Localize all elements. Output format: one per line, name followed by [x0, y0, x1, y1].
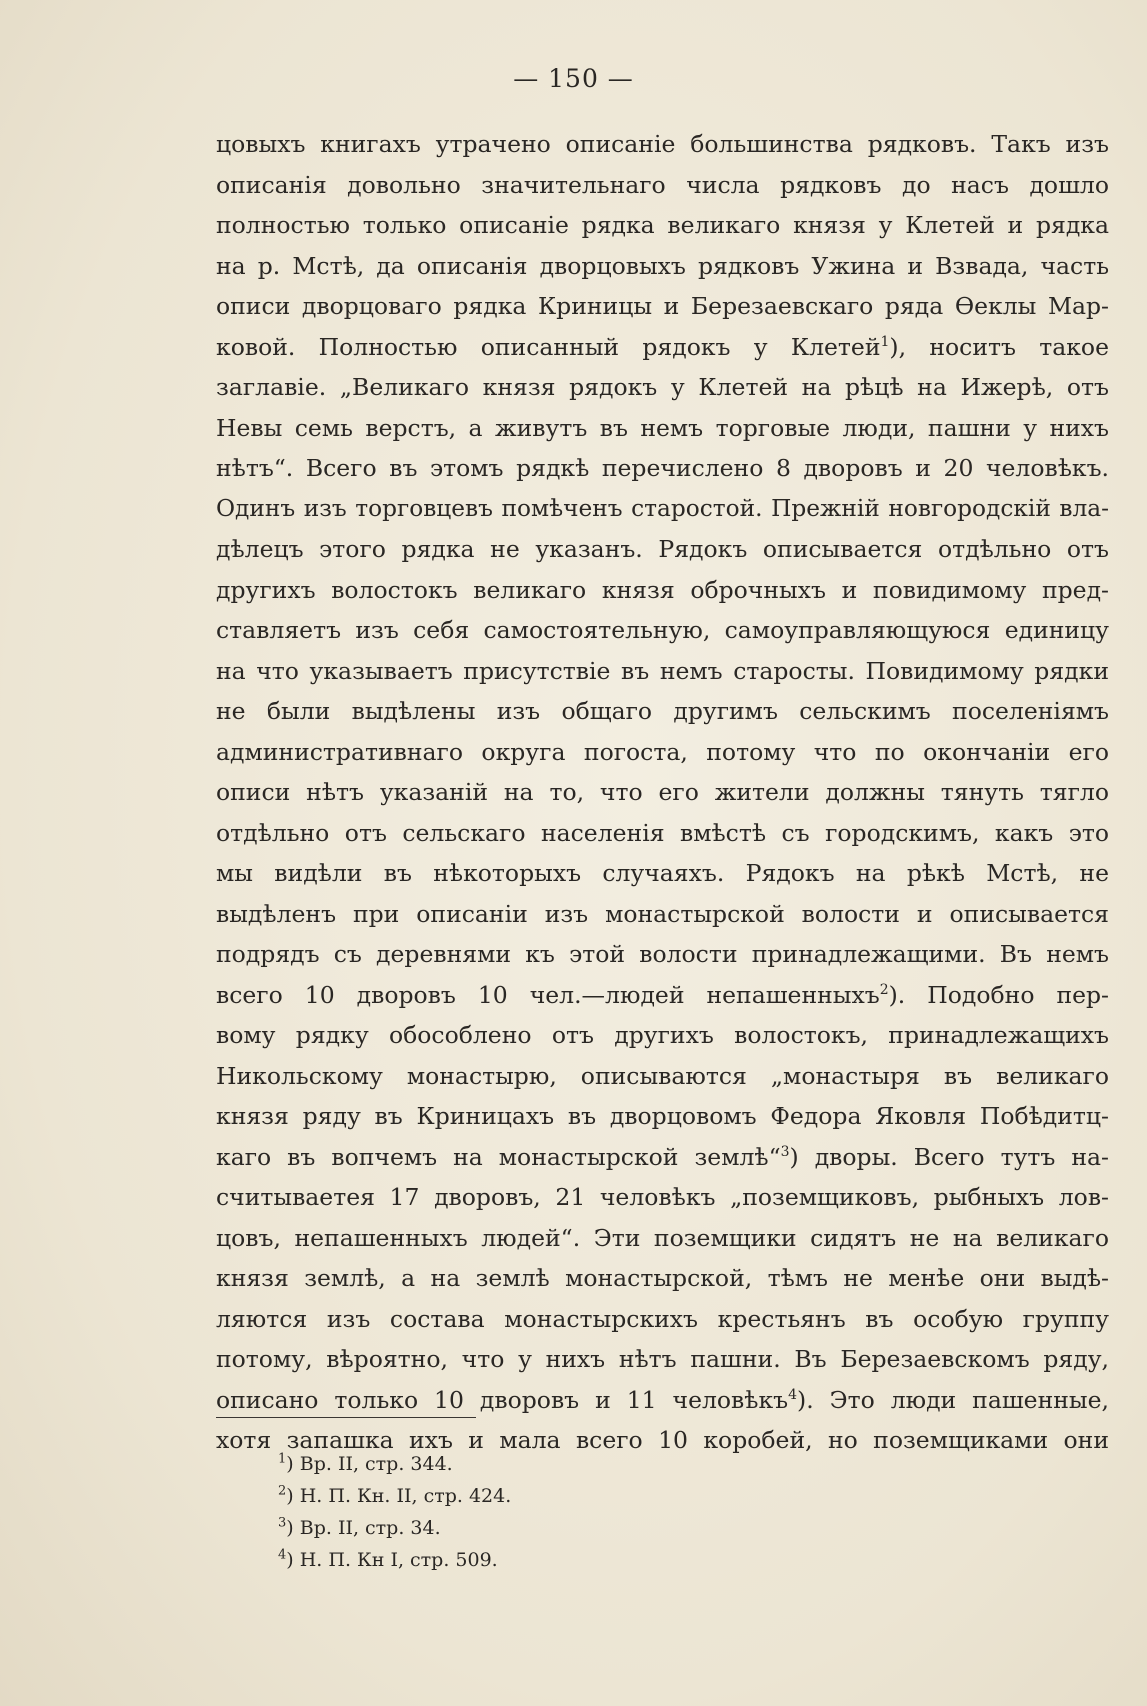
text-line: на р. Мстѣ, да описанія дворцовыхъ рядковъ Ужина и Взвада, часть	[216, 251, 1109, 280]
footnote-text: ) Н. П. Кн I, стр. 509.	[286, 1549, 498, 1571]
footnote-ref: 2	[879, 981, 889, 998]
text-line: заглавіе. „Великаго князя рядокъ у Клетей на рѣцѣ на Ижерѣ, отъ	[216, 373, 1109, 401]
text-line: другихъ волостокъ великаго князя оброчныхъ и повидимому пред-	[216, 575, 1109, 604]
text-line: выдѣленъ при описаніи изъ монастырской волости и описывается	[216, 899, 1109, 928]
footnotes	[278, 1448, 878, 1576]
text-line: Никольскому монастырю, описываются „монастыря въ великаго	[216, 1061, 1109, 1090]
text-line: на что указываетъ присутствіе въ немъ старосты. Повидимому рядки	[216, 656, 1109, 685]
text-line: Одинъ изъ торговцевъ помѣченъ старостой. Прежній новгородскій вла-	[216, 494, 1109, 522]
footnote-text: ) Вр. II, стр. 34.	[286, 1517, 441, 1539]
footnote-mark: 4	[278, 1547, 287, 1563]
footnote-ref: 3	[780, 1143, 790, 1160]
footnote-mark: 3	[278, 1515, 287, 1531]
text-line: отдѣльно отъ сельскаго населенія вмѣстѣ съ городскимъ, какъ это	[216, 818, 1109, 847]
text-line: потому, вѣроятно, что у нихъ нѣтъ пашни. Въ Березаевскомъ ряду,	[216, 1345, 1109, 1373]
footnote-text: ) Вр. II, стр. 344.	[286, 1453, 453, 1475]
text-line	[216, 975, 1109, 1016]
page-number: — 150 —	[513, 64, 634, 93]
text-line: считываетея 17 дворовъ, 21 человѣкъ „поземщиковъ, рыбныхъ лов-	[216, 1183, 1109, 1211]
text-segment: ). Это люди пашенные,	[797, 1385, 1109, 1414]
text-line	[216, 327, 1109, 368]
text-line: хотя запашка ихъ и мала всего 10 коробей, но поземщиками они	[216, 1426, 1109, 1454]
footnote-ref: 1	[880, 333, 890, 350]
text-segment: каго въ вопчемъ на монастырской землѣ“	[216, 1142, 781, 1171]
footnote-item	[278, 1512, 878, 1544]
footnote-item	[278, 1480, 878, 1512]
text-line: описи нѣтъ указаній на то, что его жители должны тянуть тягло	[216, 778, 1109, 806]
footnote-mark: 2	[278, 1483, 287, 1499]
text-line: князя ряду въ Криницахъ въ дворцовомъ Федора Яковля Побѣдитц-	[216, 1102, 1109, 1130]
text-line: мы видѣли въ нѣкоторыхъ случаяхъ. Рядокъ на рѣкѣ Мстѣ, не	[216, 859, 1109, 887]
text-line: цовъ, непашенныхъ людей“. Эти поземщики сидятъ не на великаго	[216, 1223, 1109, 1252]
text-line: описи дворцоваго рядка Криницы и Березаевскаго ряда Ѳеклы Мар-	[216, 292, 1109, 320]
text-segment: ), носитъ такое	[889, 332, 1109, 361]
text-segment: описано только 10 дворовъ и 11 человѣкъ	[216, 1385, 789, 1414]
text-line: ляются изъ состава монастырскихъ крестьянъ въ особую группу	[216, 1304, 1109, 1333]
text-segment: ) дворы. Всего тутъ на-	[789, 1142, 1109, 1171]
text-segment: всего 10 дворовъ 10 чел.—людей непашенныхъ	[216, 980, 880, 1009]
text-line	[216, 1380, 1109, 1421]
text-line: князя землѣ, а на землѣ монастырской, тѣмъ не менѣе они выдѣ-	[216, 1264, 1109, 1292]
text-line	[216, 1137, 1109, 1178]
body-text	[216, 124, 1109, 1461]
text-line: вому рядку обособлено отъ другихъ волостокъ, принадлежащихъ	[216, 1021, 1109, 1049]
text-line: подрядъ съ деревнями къ этой волости принадлежащими. Въ немъ	[216, 940, 1109, 968]
text-line: описанія довольно значительнаго числа рядковъ до насъ дошло	[216, 170, 1109, 199]
text-line: нѣтъ“. Всего въ этомъ рядкѣ перечислено 8 дворовъ и 20 человѣкъ.	[216, 454, 1109, 482]
text-line: ставляетъ изъ себя самостоятельную, самоуправляющуюся единицу	[216, 616, 1109, 644]
text-line: не были выдѣлены изъ общаго другимъ сельскимъ поселеніямъ	[216, 697, 1109, 725]
footnote-ref: 4	[788, 1386, 798, 1403]
text-segment: ковой. Полностью описанный рядокъ у Клетей	[216, 332, 881, 361]
footnote-divider	[216, 1417, 476, 1418]
text-line: цовыхъ книгахъ утрачено описаніе большинства рядковъ. Такъ изъ	[216, 130, 1109, 158]
text-segment: ). Подобно пер-	[888, 980, 1109, 1009]
footnote-mark: 1	[278, 1451, 287, 1467]
text-line: Невы семь верстъ, а живутъ въ немъ торговые люди, пашни у нихъ	[216, 413, 1109, 442]
text-line: полностью только описаніе рядка великаго князя у Клетей и рядка	[216, 211, 1109, 239]
footnote-item	[278, 1544, 878, 1576]
footnote-text: ) Н. П. Кн. II, стр. 424.	[286, 1485, 512, 1507]
text-line: дѣлецъ этого рядка не указанъ. Рядокъ описывается отдѣльно отъ	[216, 535, 1109, 563]
text-line: административнаго округа погоста, потому что по окончаніи его	[216, 737, 1109, 766]
footnote-item	[278, 1448, 878, 1480]
